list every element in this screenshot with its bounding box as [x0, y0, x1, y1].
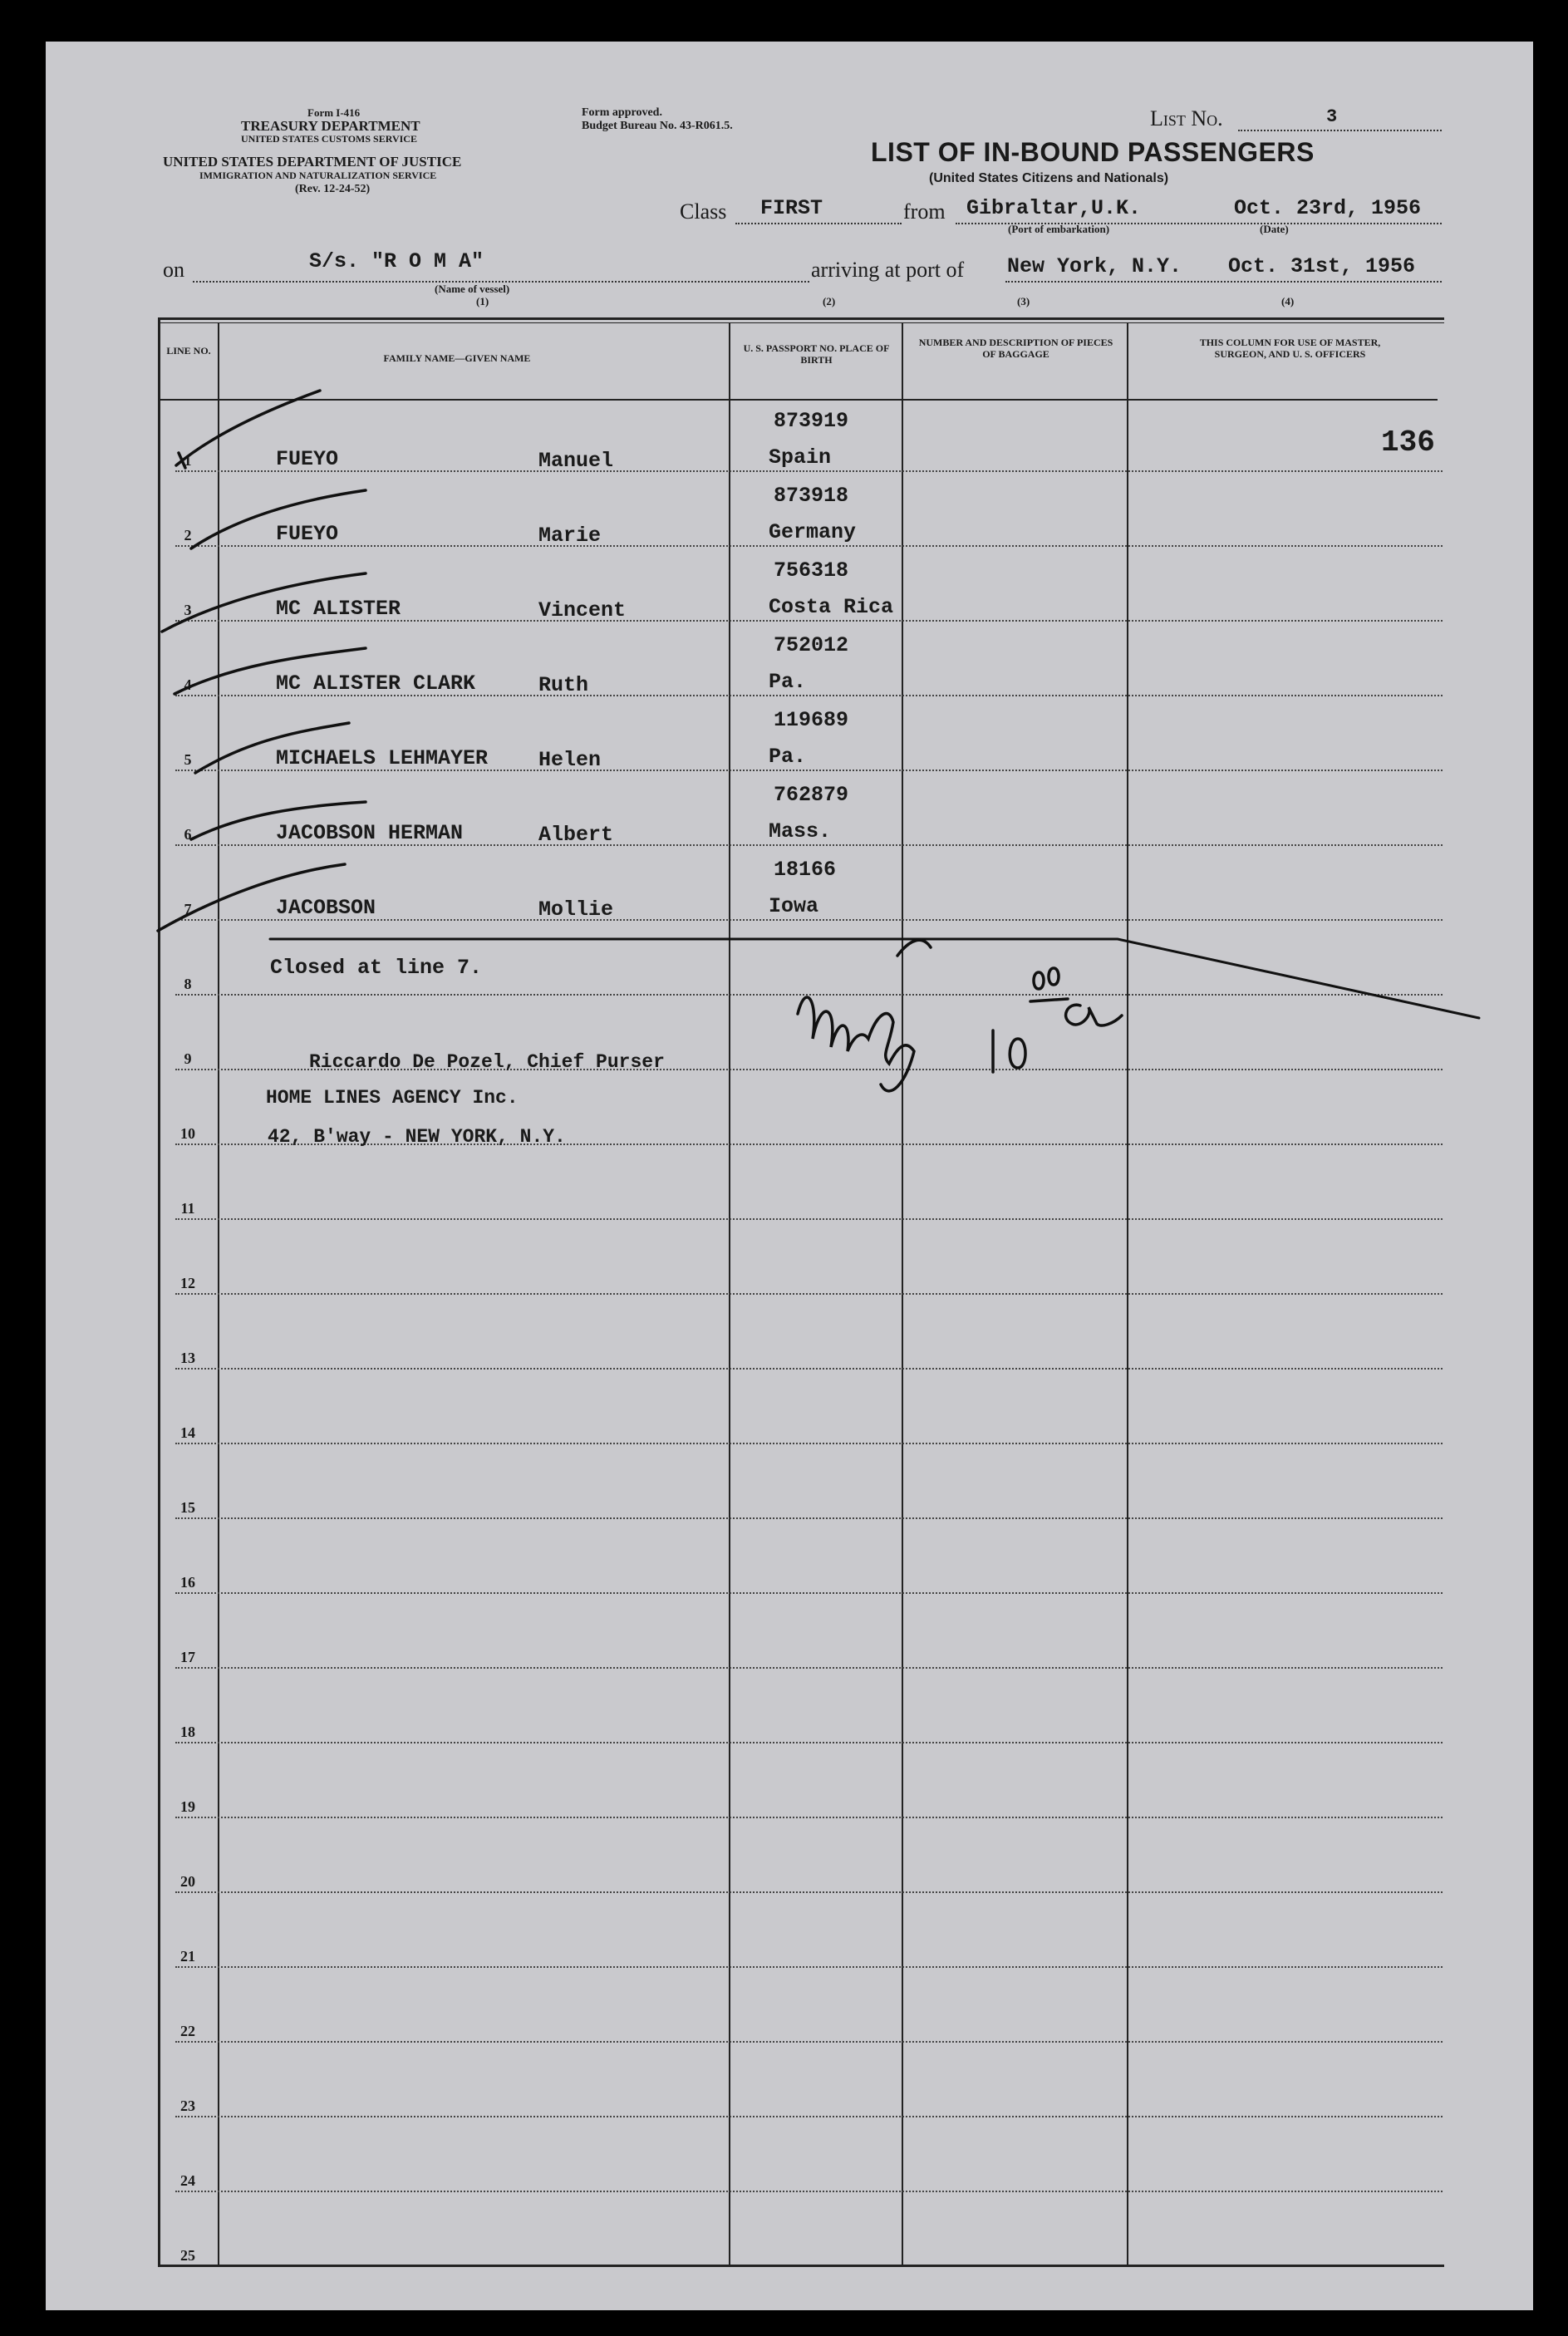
- check-mark-2: [191, 490, 366, 548]
- passenger-passport-no: 18166: [774, 858, 837, 882]
- customs-service: UNITED STATES CUSTOMS SERVICE: [241, 133, 417, 145]
- passenger-given-name: Manuel: [538, 449, 614, 473]
- row-number: 22: [180, 2023, 195, 2039]
- check-mark-4: [174, 648, 366, 694]
- ins-service: IMMIGRATION AND NATURALIZATION SERVICE: [199, 170, 437, 181]
- row-number: 7: [184, 901, 192, 917]
- passenger-family-name: JACOBSON HERMAN: [276, 821, 464, 845]
- passenger-given-name: Mollie: [538, 898, 614, 922]
- passenger-given-name: Albert: [538, 823, 614, 847]
- vessel-caption: (Name of vessel): [435, 283, 510, 295]
- row-number: 11: [180, 1200, 195, 1217]
- passenger-given-name: Marie: [538, 524, 602, 548]
- passenger-birthplace: Pa.: [769, 670, 807, 694]
- row-number: 2: [184, 527, 192, 543]
- class-label: Class: [680, 199, 727, 224]
- closing-note: Closed at line 7.: [270, 956, 483, 980]
- justice-dept: UNITED STATES DEPARTMENT OF JUSTICE: [163, 154, 462, 170]
- passenger-family-name: MICHAELS LEHMAYER: [276, 746, 489, 770]
- from-label: from: [903, 199, 946, 224]
- row-number: 5: [184, 751, 192, 768]
- row-number: 23: [180, 2097, 195, 2114]
- arriving-label: arriving at port of: [811, 258, 965, 282]
- passenger-family-name: JACOBSON: [276, 896, 376, 920]
- passenger-passport-no: 873918: [774, 484, 849, 508]
- list-no-label: List No.: [1150, 106, 1223, 130]
- row-number: 4: [184, 676, 192, 693]
- check-mark-1: [176, 391, 320, 465]
- row-number: 14: [180, 1424, 195, 1441]
- passenger-family-name: MC ALISTER: [276, 597, 401, 621]
- list-no-value: 3: [1326, 106, 1338, 127]
- check-mark-6: [191, 802, 366, 839]
- arrival-port: New York, N.Y.: [1007, 254, 1182, 278]
- passenger-given-name: Helen: [538, 748, 602, 772]
- purser-signature-line: Riccardo De Pozel, Chief Purser: [309, 1051, 665, 1073]
- passenger-birthplace: Iowa: [769, 894, 819, 918]
- port-caption: (Port of embarkation): [1008, 223, 1110, 235]
- form-approved: Form approved.: [582, 106, 662, 119]
- page-subtitle: (United States Citizens and Nationals): [929, 171, 1169, 185]
- passenger-passport-no: 119689: [774, 708, 849, 732]
- passenger-family-name: FUEYO: [276, 522, 339, 546]
- col-header-line-no: LINE NO.: [166, 345, 211, 357]
- passenger-birthplace: Pa.: [769, 745, 807, 769]
- row-number: 15: [180, 1499, 195, 1516]
- passenger-given-name: Vincent: [538, 598, 627, 622]
- passenger-passport-no: 762879: [774, 783, 849, 807]
- budget-bureau: Budget Bureau No. 43-R061.5.: [582, 120, 733, 132]
- caption-3: (3): [1017, 295, 1030, 307]
- embarkation-date: Oct. 23rd, 1956: [1234, 196, 1422, 220]
- col-header-name: FAMILY NAME—GIVEN NAME: [383, 352, 531, 364]
- row-number: 25: [180, 2247, 195, 2264]
- row-number: 9: [184, 1050, 192, 1067]
- col-header-officers: THIS COLUMN FOR USE OF MASTER, SURGEON, AND U. S. OFFICERS: [1199, 337, 1381, 360]
- vessel-name: S/s. "R O M A": [309, 249, 484, 273]
- handwritten-signature: [798, 940, 931, 1091]
- check-mark-5: [195, 723, 349, 773]
- passenger-passport-no: 756318: [774, 558, 849, 583]
- passenger-passport-no: 752012: [774, 633, 849, 657]
- treasury-dept: TREASURY DEPARTMENT: [241, 118, 420, 134]
- form-number: Form I-416: [307, 106, 361, 119]
- on-label: on: [163, 258, 184, 282]
- check-mark-3: [162, 573, 366, 632]
- row-number: 16: [180, 1574, 195, 1591]
- passenger-family-name: MC ALISTER CLARK: [276, 671, 476, 696]
- row-number: 1: [184, 452, 192, 469]
- caption-1: (1): [476, 295, 489, 307]
- agency-name: HOME LINES AGENCY Inc.: [266, 1087, 519, 1109]
- passenger-birthplace: Costa Rica: [769, 595, 894, 619]
- row-number: 10: [180, 1125, 195, 1142]
- row-number: 12: [180, 1275, 195, 1291]
- page-number: 136: [1381, 425, 1435, 460]
- caption-2: (2): [823, 295, 836, 307]
- row-number: 20: [180, 1873, 195, 1890]
- handwritten-time: [993, 968, 1122, 1072]
- row-number: 21: [180, 1948, 195, 1965]
- passenger-birthplace: Mass.: [769, 819, 832, 843]
- row-number: 8: [184, 976, 192, 992]
- row-number: 17: [180, 1649, 195, 1665]
- page-title: LIST OF IN-BOUND PASSENGERS: [871, 137, 1315, 167]
- caption-4: (4): [1281, 295, 1295, 307]
- row-number: 19: [180, 1798, 195, 1815]
- passenger-passport-no: 873919: [774, 409, 849, 433]
- class-value: FIRST: [760, 196, 823, 220]
- date-caption: (Date): [1260, 223, 1289, 235]
- passenger-birthplace: Spain: [769, 445, 832, 470]
- col-header-baggage: NUMBER AND DESCRIPTION OF PIECES OF BAGGAGE: [918, 337, 1113, 360]
- revision: (Rev. 12-24-52): [295, 183, 371, 195]
- closing-rule: [270, 939, 1479, 1018]
- passenger-birthplace: Germany: [769, 520, 857, 544]
- arrival-date: Oct. 31st, 1956: [1228, 254, 1416, 278]
- row-number: 3: [184, 602, 192, 618]
- col-header-passport: U. S. PASSPORT NO. PLACE OF BIRTH: [743, 342, 890, 366]
- check-mark-7: [158, 864, 345, 931]
- row-number: 18: [180, 1724, 195, 1740]
- row-number: 13: [180, 1350, 195, 1366]
- row-number: 6: [184, 826, 192, 843]
- agency-address: 42, B'way - NEW YORK, N.Y.: [268, 1126, 566, 1148]
- passenger-given-name: Ruth: [538, 673, 589, 697]
- port-embarkation: Gibraltar,U.K.: [966, 196, 1142, 220]
- row-number: 24: [180, 2172, 195, 2189]
- passenger-family-name: FUEYO: [276, 447, 339, 471]
